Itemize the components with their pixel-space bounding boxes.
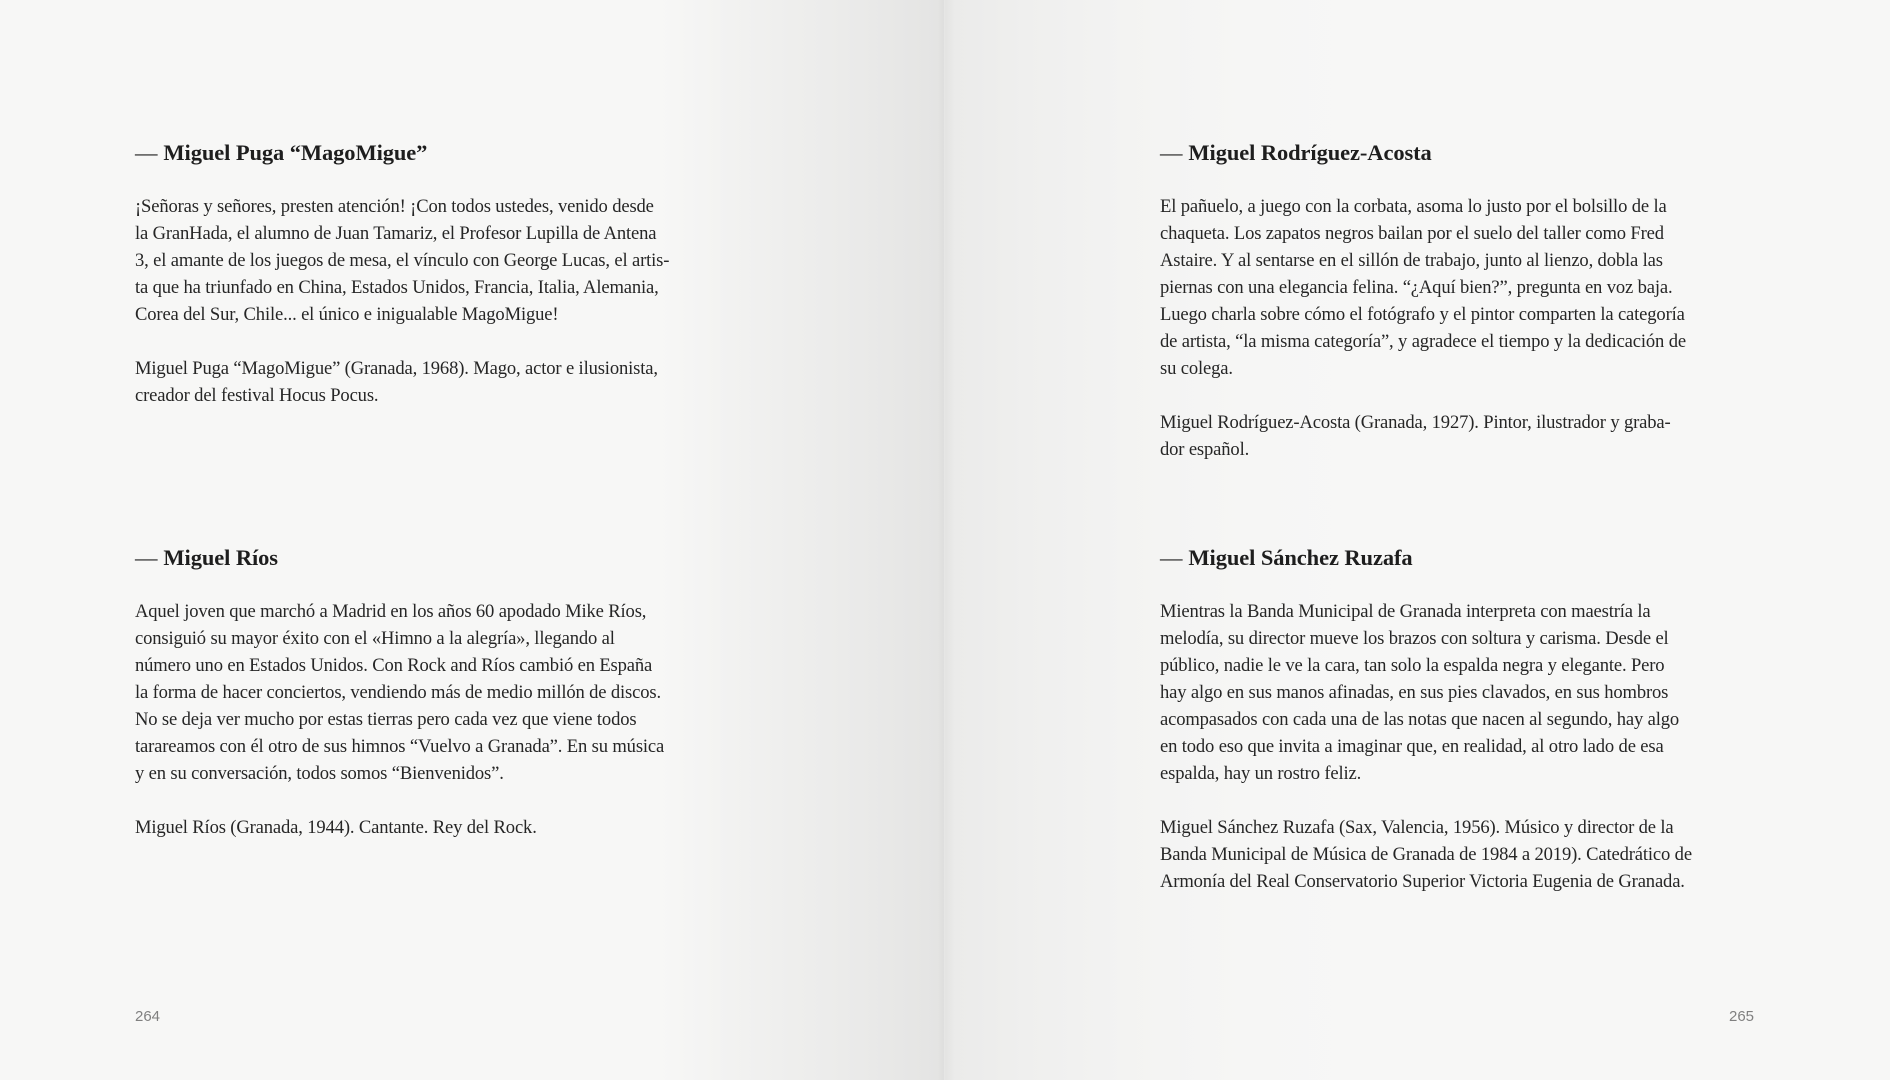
- entry-bio: Miguel Sánchez Ruzafa (Sax, Valencia, 1956). Músico y director de la Banda Municipal de Música de Granada de 1984 a 2019). Catedrático de Armonía del Real Conservatorio Superior Victoria Eugenia de Granada.: [1160, 817, 1692, 892]
- entry-name: Miguel Puga “MagoMigue”: [163, 140, 428, 165]
- entry-miguel-rios: [135, 543, 695, 841]
- em-dash: —: [1160, 545, 1183, 570]
- entry-body: El pañuelo, a juego con la corbata, asoma lo justo por el bolsillo de la chaqueta. Los zapatos negros bailan por el suelo del taller como Fred Astaire. Y al sentarse en el sillón de trabajo, junto al lienzo, dobla las piernas con una elegancia felina. “¿Aquí bien?”, pregunta en voz baja. Luego charla sobre cómo el fotógrafo y el pintor comparten la categoría de artista, “la misma categoría”, y agradece el tiempo y la dedicación de su colega.: [1160, 196, 1686, 379]
- entry-miguel-puga: [135, 138, 695, 409]
- page-number-left: 264: [135, 1008, 161, 1025]
- entry-heading: [135, 138, 695, 168]
- entry-heading: [1160, 138, 1720, 168]
- entry-heading: [135, 543, 695, 573]
- entry-name: Miguel Sánchez Ruzafa: [1188, 545, 1413, 570]
- entry-body: ¡Señoras y señores, presten atención! ¡Con todos ustedes, venido desde la GranHada, el alumno de Juan Tamariz, el Profesor Lupilla de Antena 3, el amante de los juegos de mesa, el vínculo con George Lucas, el artis- ta que ha triunfado en China, Estados Unidos, Francia, Italia, Alemania, Corea del Sur, Chile... el único e inigualable MagoMigue!: [135, 196, 670, 325]
- entry-miguel-sanchez-ruzafa: [1160, 543, 1720, 895]
- page-number-right: 265: [1729, 1008, 1755, 1025]
- entry-name: Miguel Rodríguez-Acosta: [1188, 140, 1432, 165]
- entry-name: Miguel Ríos: [163, 545, 278, 570]
- right-page: [945, 0, 1890, 1080]
- em-dash: —: [135, 545, 158, 570]
- em-dash: —: [135, 140, 158, 165]
- entry-bio: Miguel Rodríguez-Acosta (Granada, 1927). Pintor, ilustrador y graba- dor español.: [1160, 412, 1671, 460]
- entry-body: Mientras la Banda Municipal de Granada interpreta con maestría la melodía, su director mueve los brazos con soltura y carisma. Desde el público, nadie le ve la cara, tan solo la espalda negra y elegante. Pero hay algo en sus manos afinadas, en sus pies clavados, en sus hombros acompasados con cada una de las notas que nacen al segundo, hay algo en todo eso que invita a imaginar que, en realidad, al otro lado de esa espalda, hay un rostro feliz.: [1160, 601, 1680, 784]
- entry-bio: Miguel Puga “MagoMigue” (Granada, 1968). Mago, actor e ilusionista, creador del festival Hocus Pocus.: [135, 358, 658, 406]
- entry-bio: Miguel Ríos (Granada, 1944). Cantante. Rey del Rock.: [135, 817, 537, 838]
- entry-miguel-rodriguez-acosta: [1160, 138, 1720, 463]
- entry-heading: [1160, 543, 1720, 573]
- em-dash: —: [1160, 140, 1183, 165]
- entry-body: Aquel joven que marchó a Madrid en los años 60 apodado Mike Ríos, consiguió su mayor éxito con el «Himno a la alegría», llegando al número uno en Estados Unidos. Con Rock and Ríos cambió en España la forma de hacer conciertos, vendiendo más de medio millón de discos. No se deja ver mucho por estas tierras pero cada vez que viene todos tarareamos con él otro de sus himnos “Vuelvo a Granada”. En su música y en su conversación, todos somos “Bienvenidos”.: [135, 601, 665, 784]
- book-spine-gutter: [943, 0, 946, 1080]
